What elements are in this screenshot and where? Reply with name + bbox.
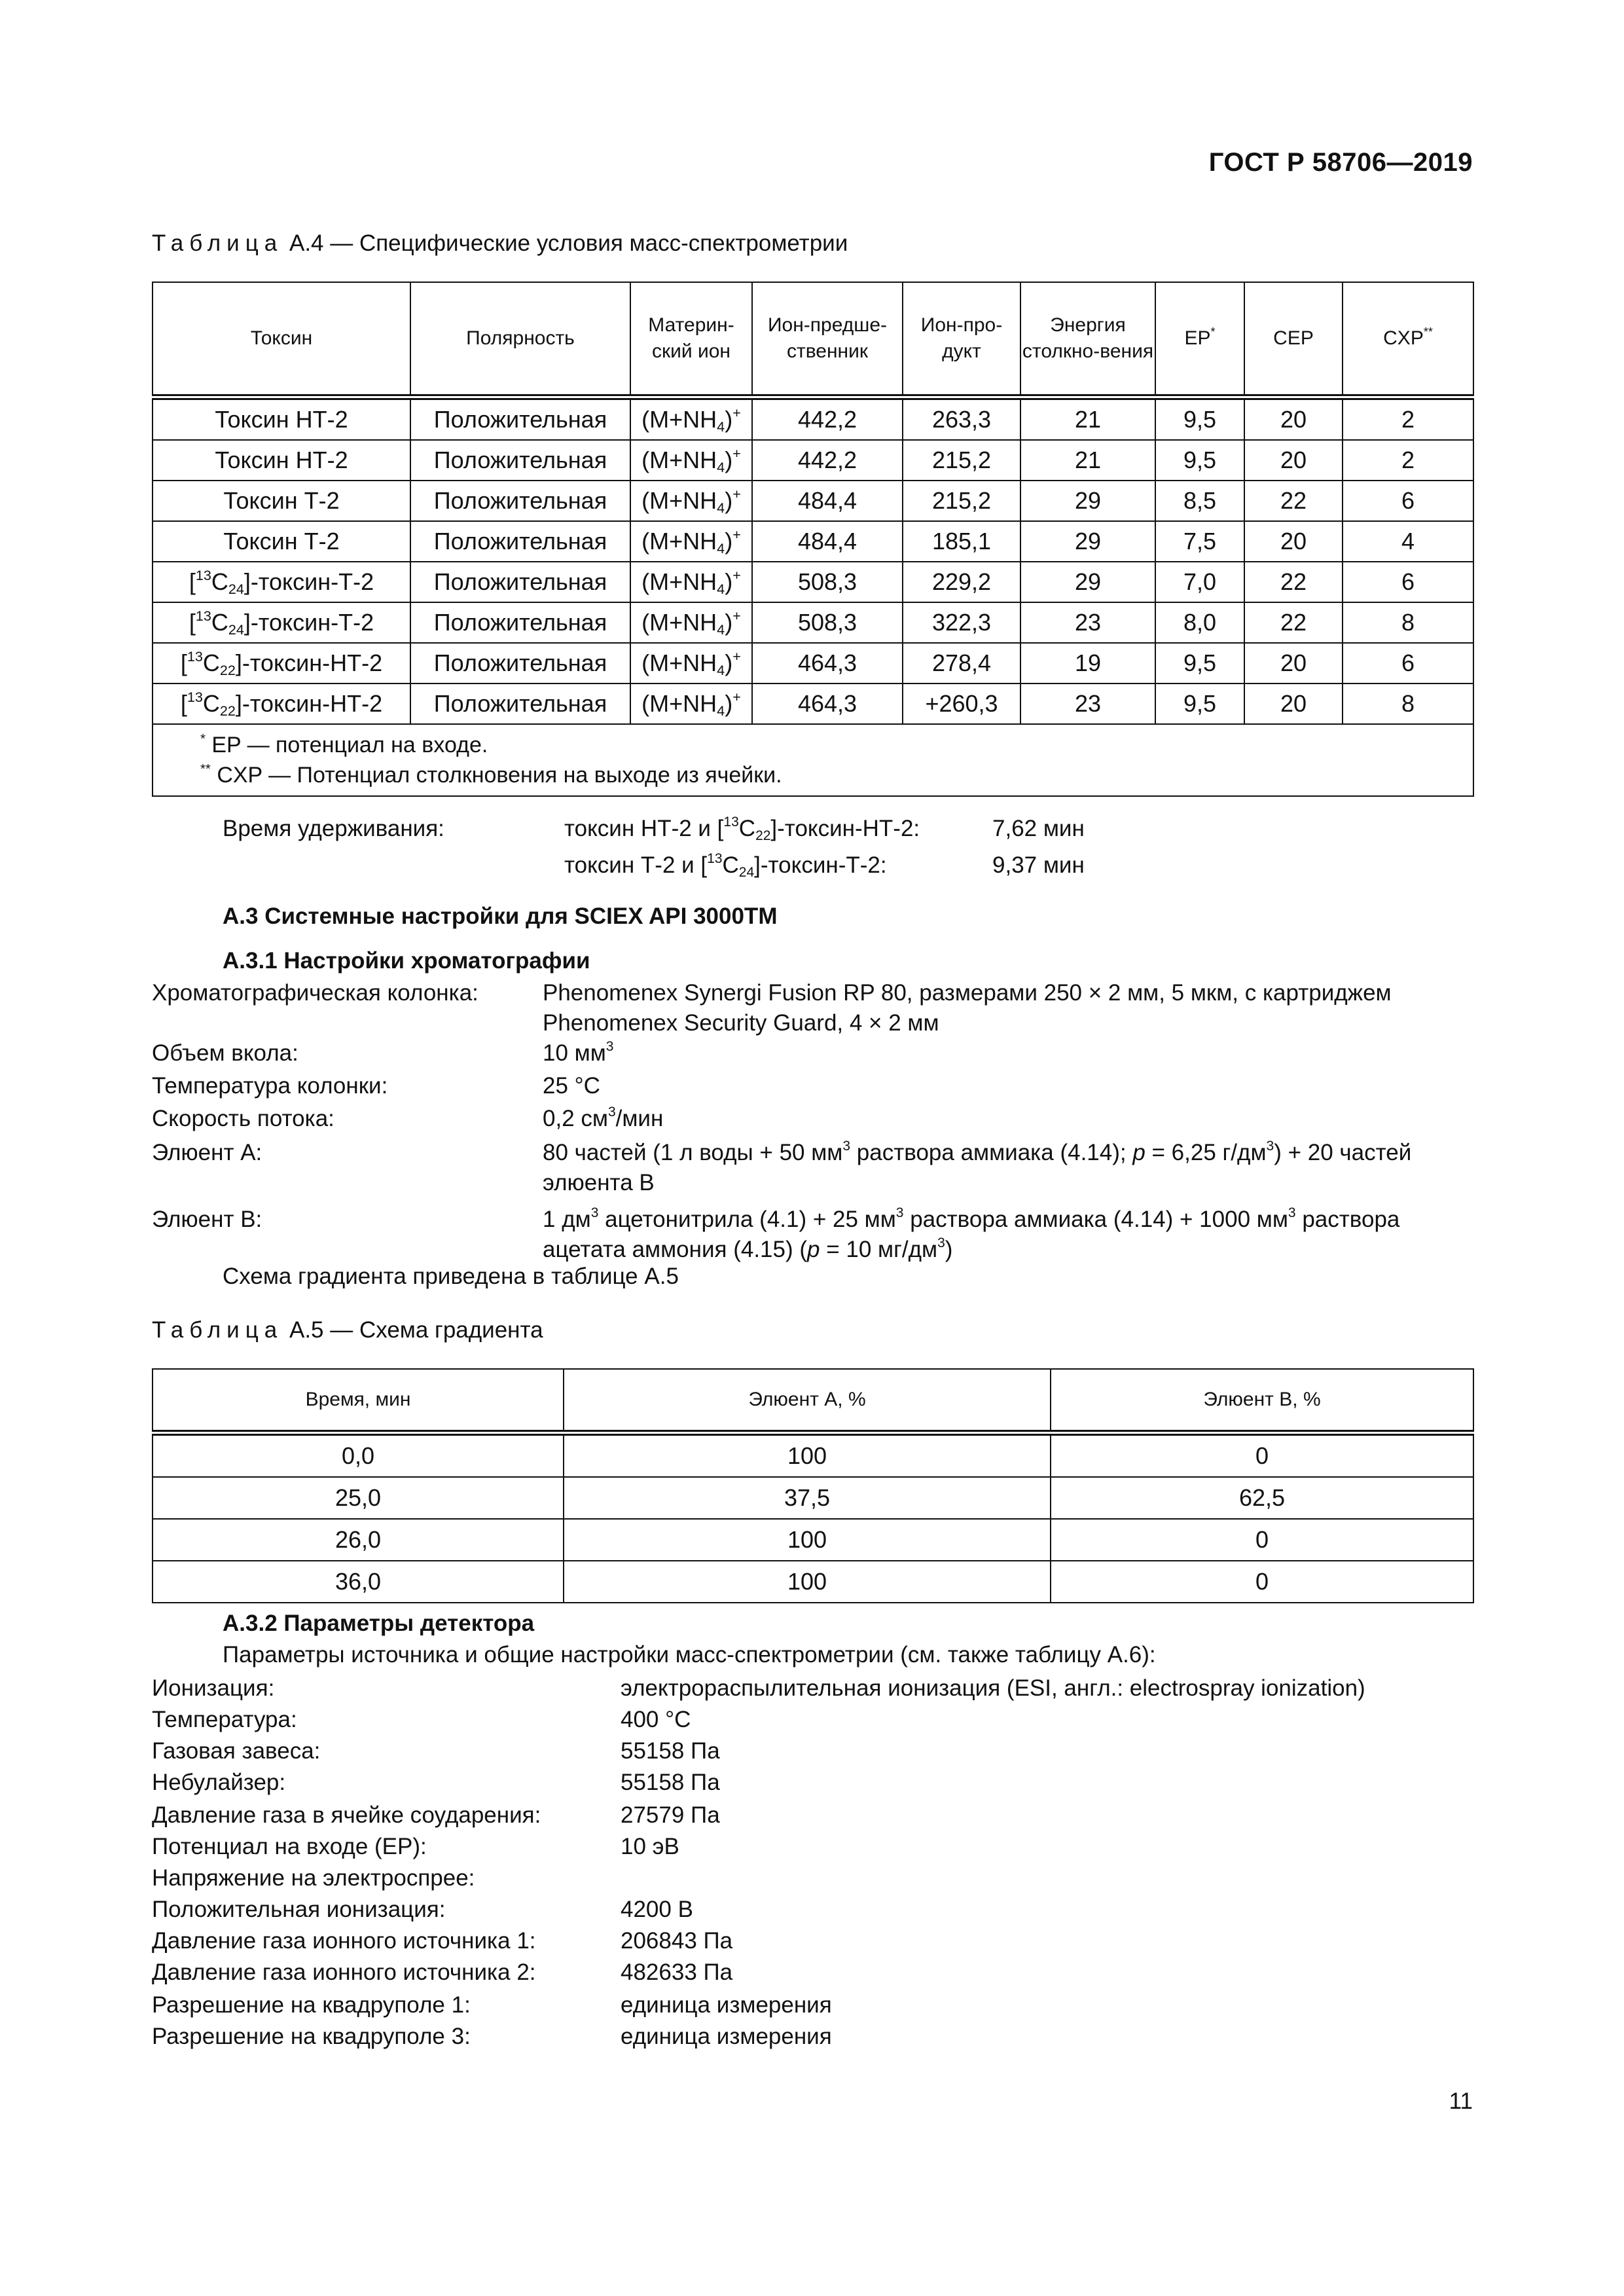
setting-key: Скорость потока: <box>152 1106 334 1131</box>
table-cell: 278,4 <box>903 643 1020 683</box>
setting-key: Температура: <box>152 1707 297 1732</box>
table-row <box>153 1519 1473 1561</box>
table-cell: 6 <box>1343 481 1473 521</box>
table-cell: Токсин НТ-2 <box>153 440 410 481</box>
table-row <box>153 683 1473 724</box>
document-header: ГОСТ Р 58706—2019 <box>1208 148 1473 177</box>
table-cell: 36,0 <box>153 1561 564 1603</box>
table-cell: 9,5 <box>1155 440 1244 481</box>
table-cell: Положительная <box>410 481 630 521</box>
table-cell: 9,5 <box>1155 643 1244 683</box>
table-row <box>153 1477 1473 1519</box>
retention-label: Время удерживания: <box>223 816 444 841</box>
setting-value: 206843 Па <box>621 1928 733 1954</box>
table-cell: Токсин Т-2 <box>153 521 410 562</box>
table-cell: 484,4 <box>752 521 903 562</box>
table-cell: $(M+NH_4)^+$ <box>630 683 752 724</box>
table-cell: 7,5 <box>1155 521 1244 562</box>
table-cell: +260,3 <box>903 683 1020 724</box>
setting-value: 10 $мм^3$ <box>543 1039 614 1066</box>
table-row <box>153 481 1473 521</box>
setting-key: Разрешение на квадруполе 1: <box>152 1992 471 2018</box>
table-cell: 37,5 <box>564 1477 1051 1519</box>
table-cell: 442,2 <box>752 440 903 481</box>
table-cell: Положительная <box>410 643 630 683</box>
header-cell: EP* <box>1155 282 1244 397</box>
header-cell: Ион-про-дукт <box>903 282 1020 397</box>
table-row <box>153 521 1473 562</box>
setting-key: Ионизация: <box>152 1675 275 1701</box>
table-cell: 7,0 <box>1155 562 1244 602</box>
retention-ht2-value: 7,62 мин <box>992 816 1085 841</box>
table-cell: $[^{13}C_{24}]-токсин-Т-2$ <box>153 562 410 602</box>
header-cell: Материн-ский ион <box>630 282 752 397</box>
table-row <box>153 440 1473 481</box>
table-cell: 8 <box>1343 683 1473 724</box>
table-cell: Положительная <box>410 521 630 562</box>
footnote-cxp: ** CXP — Потенциал столкновения на выходе из ячейки. <box>200 761 782 788</box>
setting-value: 25 °C <box>543 1073 600 1099</box>
table-cell: 0 <box>1051 1519 1473 1561</box>
setting-value: 482633 Па <box>621 1959 733 1985</box>
table-cell: Токсин Т-2 <box>153 481 410 521</box>
setting-value: единица измерения <box>621 1992 832 2018</box>
table-cell: 0,0 <box>153 1433 564 1478</box>
table-cell: $(M+NH_4)^+$ <box>630 562 752 602</box>
table-cell: 22 <box>1244 562 1343 602</box>
table-cell: 4 <box>1343 521 1473 562</box>
page-number: 11 <box>1449 2088 1473 2114</box>
table-cell: 2 <box>1343 440 1473 481</box>
setting-key: Хроматографическая колонка: <box>152 980 478 1006</box>
table-row <box>153 1561 1473 1603</box>
table-cell: 215,2 <box>903 481 1020 521</box>
setting-value: 0,2 $см^3$/мин <box>543 1104 664 1131</box>
table-cell: Положительная <box>410 602 630 643</box>
table-cell: 8 <box>1343 602 1473 643</box>
table-cell: 6 <box>1343 643 1473 683</box>
table-notes-row <box>153 724 1473 796</box>
table-cell: 100 <box>564 1433 1051 1478</box>
setting-value: 55158 Па <box>621 1770 720 1795</box>
retention-t2-value: 9,37 мин <box>992 852 1085 878</box>
setting-key: Небулайзер: <box>152 1770 286 1795</box>
table-cell: $(M+NH_4)^+$ <box>630 481 752 521</box>
table-cell: 9,5 <box>1155 683 1244 724</box>
table-cell: $(M+NH_4)^+$ <box>630 602 752 643</box>
table-header-row <box>153 282 1473 397</box>
table-cell: 263,3 <box>903 397 1020 441</box>
table-cell: $(M+NH_4)^+$ <box>630 521 752 562</box>
section-a31-title: А.3.1 Настройки хроматографии <box>223 948 590 974</box>
setting-value: Phenomenex Synergi Fusion RP 80, размерами 250 × 2 мм, 5 мкм, с картриджем Phenomenex Security Guard, 4 × 2 мм <box>543 980 1392 1036</box>
table-cell: 20 <box>1244 521 1343 562</box>
table-cell: 2 <box>1343 397 1473 441</box>
table-cell: $(M+NH_4)^+$ <box>630 643 752 683</box>
table-cell: 29 <box>1020 562 1155 602</box>
setting-key: Давление газа ионного источника 2: <box>152 1959 536 1985</box>
table-cell: 62,5 <box>1051 1477 1473 1519</box>
header-cell: Время, мин <box>153 1369 564 1433</box>
setting-key: Элюент А: <box>152 1140 262 1165</box>
table-cell: 22 <box>1244 481 1343 521</box>
table-cell: 442,2 <box>752 397 903 441</box>
table-cell: 23 <box>1020 602 1155 643</box>
table-cell: 21 <box>1020 397 1155 441</box>
table-cell: 19 <box>1020 643 1155 683</box>
setting-key: Напряжение на электроспрее: <box>152 1865 475 1891</box>
table-cell: Положительная <box>410 440 630 481</box>
setting-key: Положительная ионизация: <box>152 1897 446 1922</box>
table-a5-caption: Таблица А.5 — Схема градиента <box>152 1317 543 1343</box>
table-cell: 26,0 <box>153 1519 564 1561</box>
header-cell: CEP <box>1244 282 1343 397</box>
table-cell: 9,5 <box>1155 397 1244 441</box>
setting-value: единица измерения <box>621 2024 832 2049</box>
table-cell: 22 <box>1244 602 1343 643</box>
table-cell: 23 <box>1020 683 1155 724</box>
section-a32-title: А.3.2 Параметры детектора <box>223 1611 535 1636</box>
table-a4-caption: Таблица А.4 — Специфические условия масс-спектрометрии <box>152 230 848 256</box>
table-row <box>153 602 1473 643</box>
table-cell: 8,0 <box>1155 602 1244 643</box>
table-notes <box>153 724 1473 796</box>
table-cell: 100 <box>564 1519 1051 1561</box>
table-cell: 8,5 <box>1155 481 1244 521</box>
table-cell: 229,2 <box>903 562 1020 602</box>
table-a5 <box>152 1368 1474 1603</box>
header-cell: Полярность <box>410 282 630 397</box>
header-cell: Элюент А, % <box>564 1369 1051 1433</box>
setting-value: 1 $дм^3$ ацетонитрила (4.1) + 25 $мм^3$ раствора аммиака (4.14) + 1000 $мм^3$ раствора ацетата аммония (4.15) (p = 10 $мг/дм^3$) <box>543 1205 1400 1262</box>
table-cell: $[^{13}C_{22}]-токсин-НТ-2$ <box>153 643 410 683</box>
setting-value: 4200 В <box>621 1897 693 1922</box>
table-cell: 20 <box>1244 643 1343 683</box>
table-cell: 0 <box>1051 1561 1473 1603</box>
setting-key: Разрешение на квадруполе 3: <box>152 2024 471 2049</box>
setting-key: Давление газа в ячейке соударения: <box>152 1802 541 1828</box>
table-cell: 21 <box>1020 440 1155 481</box>
table-cell: 484,4 <box>752 481 903 521</box>
header-cell: Элюент В, % <box>1051 1369 1473 1433</box>
header-cell: Ион-предше-ственник <box>752 282 903 397</box>
table-cell: 100 <box>564 1561 1051 1603</box>
setting-value: электрораспылительная ионизация (ESI, англ.: electrospray ionization) <box>621 1675 1365 1701</box>
setting-value: 400 °C <box>621 1707 691 1732</box>
section-a32-intro: Параметры источника и общие настройки масс-спектрометрии (см. также таблицу А.6): <box>223 1642 1156 1667</box>
table-cell: 185,1 <box>903 521 1020 562</box>
table-row <box>153 562 1473 602</box>
table-row <box>153 397 1473 441</box>
table-cell: Положительная <box>410 683 630 724</box>
table-cell: Положительная <box>410 397 630 441</box>
table-cell: 215,2 <box>903 440 1020 481</box>
setting-key: Потенциал на входе (EP): <box>152 1834 427 1859</box>
table-cell: 0 <box>1051 1433 1473 1478</box>
table-cell: $(M+NH_4)^+$ <box>630 440 752 481</box>
table-cell: 20 <box>1244 397 1343 441</box>
setting-value: 10 эВ <box>621 1834 679 1859</box>
footnote-ep: * EP — потенциал на входе. <box>200 731 488 757</box>
table-cell: $(M+NH_4)^+$ <box>630 397 752 441</box>
table-cell: Токсин НТ-2 <box>153 397 410 441</box>
table-cell: 322,3 <box>903 602 1020 643</box>
setting-key: Элюент В: <box>152 1207 262 1232</box>
table-cell: 508,3 <box>752 602 903 643</box>
section-a3-title: А.3 Системные настройки для SCIEX API 3000TM <box>223 903 778 929</box>
header-cell: Токсин <box>153 282 410 397</box>
table-cell: 464,3 <box>752 643 903 683</box>
table-header-row <box>153 1369 1473 1433</box>
header-cell: Энергия столкно-вения <box>1020 282 1155 397</box>
table-cell: $[^{13}C_{24}]-токсин-Т-2$ <box>153 602 410 643</box>
setting-key: Объем вкола: <box>152 1040 298 1066</box>
table-cell: 20 <box>1244 683 1343 724</box>
table-cell: 29 <box>1020 521 1155 562</box>
table-cell: 6 <box>1343 562 1473 602</box>
header-cell: CXP** <box>1343 282 1473 397</box>
setting-value: 27579 Па <box>621 1802 720 1828</box>
retention-ht2-text: токсин НТ-2 и $[^{13}C_{22}]-токсин-НТ-2$: <box>564 814 920 844</box>
table-row <box>153 1433 1473 1478</box>
setting-key: Температура колонки: <box>152 1073 388 1099</box>
setting-value: 55158 Па <box>621 1738 720 1764</box>
table-cell: 29 <box>1020 481 1155 521</box>
table-cell: 20 <box>1244 440 1343 481</box>
table-cell: Положительная <box>410 562 630 602</box>
setting-key: Газовая завеса: <box>152 1738 321 1764</box>
table-cell: 25,0 <box>153 1477 564 1519</box>
table-row <box>153 643 1473 683</box>
gradient-note: Схема градиента приведена в таблице А.5 <box>223 1264 679 1289</box>
table-a4 <box>152 282 1474 797</box>
setting-value: 80 частей (1 л воды + 50 $мм^3$ раствора аммиака (4.14); p = 6,25 $г/дм^3) + 20$ частей элюента В <box>543 1139 1412 1195</box>
table-cell: $[^{13}C_{22}]-токсин-НТ-2$ <box>153 683 410 724</box>
setting-key: Давление газа ионного источника 1: <box>152 1928 536 1954</box>
retention-t2-text: токсин Т-2 и $[^{13}C_{24}]-токсин-Т-2$: <box>564 851 887 881</box>
table-cell: 508,3 <box>752 562 903 602</box>
table-cell: 464,3 <box>752 683 903 724</box>
